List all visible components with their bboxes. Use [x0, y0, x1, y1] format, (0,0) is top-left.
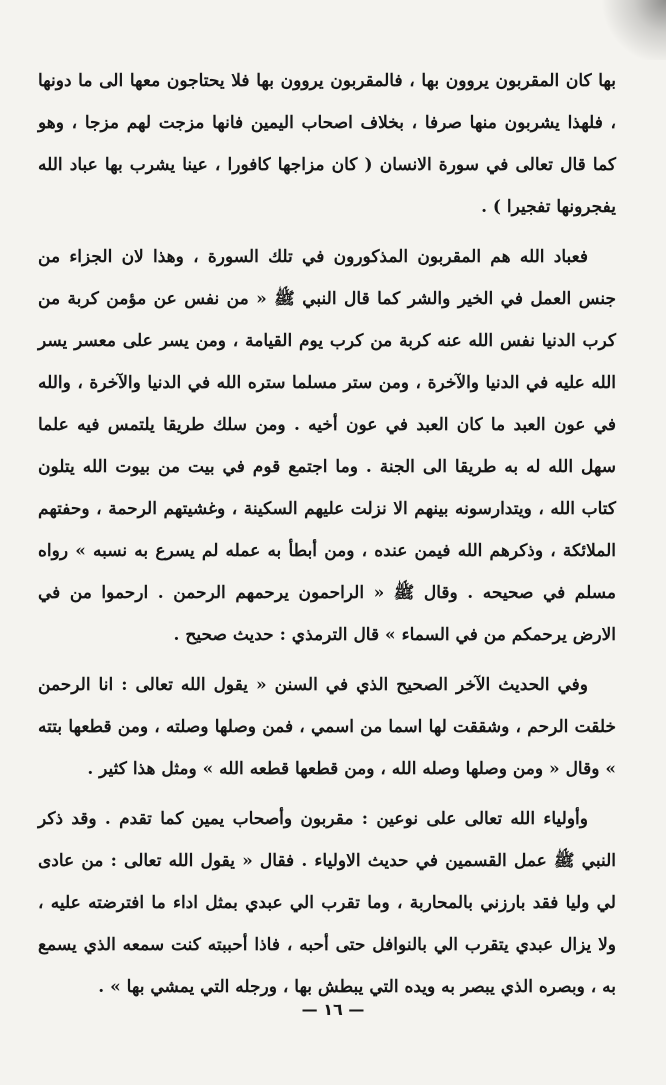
- paragraph-2: فعباد الله هم المقربون المذكورون في تلك السورة ، وهذا لان الجزاء من جنس العمل في الخير والشر كما قال النبي ﷺ « من نفس عن مؤمن كربة من كرب الدنيا نفس الله عنه كربة من كرب يوم القيامة ، ومن يسر على معسر يسر الله عليه في الدنيا والآخرة ، ومن ستر مسلما ستره الله في الدنيا والآخرة ، والله في عون العبد ما كان العبد في عون أخيه . ومن سلك طريقا يلتمس فيه علما سهل الله له به طريقا الى الجنة . وما اجتمع قوم في بيت من بيوت الله يتلون كتاب الله ، ويتدارسونه بينهم الا نزلت عليهم السكينة ، وغشيتهم الرحمة ، وحفتهم الملائكة ، وذكرهم الله فيمن عنده ، ومن أبطأ به عمله لم يسرع به نسبه » رواه مسلم في صحيحه . وقال ﷺ « الراحمون يرحمهم الرحمن . ارحموا من في الارض يرحمكم من في السماء » قال الترمذي : حديث صحيح .: [38, 247, 616, 645]
- paragraph-1: بها كان المقربون يروون بها ، فالمقربون يروون بها فلا يحتاجون معها الى ما دونها ، فلهذا يشربون منها صرفا ، بخلاف اصحاب اليمين فانها مزجت لهم مزجا ، وهو كما قال تعالى في سورة الانسان ( كان مزاجها كافورا ، عينا يشرب بها عباد الله يفجرونها تفجيرا ) .: [38, 71, 616, 217]
- paragraph-3: وفي الحديث الآخر الصحيح الذي في السنن « يقول الله تعالى : انا الرحمن خلقت الرحم ، وشققت لها اسما من اسمي ، فمن وصلها وصلته ، ومن قطعها بتته » وقال « ومن وصلها وصله الله ، ومن قطعها قطعه الله » ومثل هذا كثير .: [38, 675, 616, 779]
- page-number: — ١٦ —: [301, 1000, 365, 1019]
- scan-corner-artifact: [596, 0, 666, 60]
- page-body: [38, 60, 616, 1008]
- paragraph-4: وأولياء الله تعالى على نوعين : مقربون وأصحاب يمين كما تقدم . وقد ذكر النبي ﷺ عمل القسمين في حديث الاولياء . فقال « يقول الله تعالى : من عادى لي وليا فقد بارزني بالمحاربة ، وما تقرب الي عبدي بمثل اداء ما افترضته عليه ، ولا يزال عبدي يتقرب الي بالنوافل حتى أحبه ، فاذا أحببته كنت سمعه الذي يسمع به ، وبصره الذي يبصر به ويده التي يبطش بها ، ورجله التي يمشي بها » .: [38, 809, 616, 997]
